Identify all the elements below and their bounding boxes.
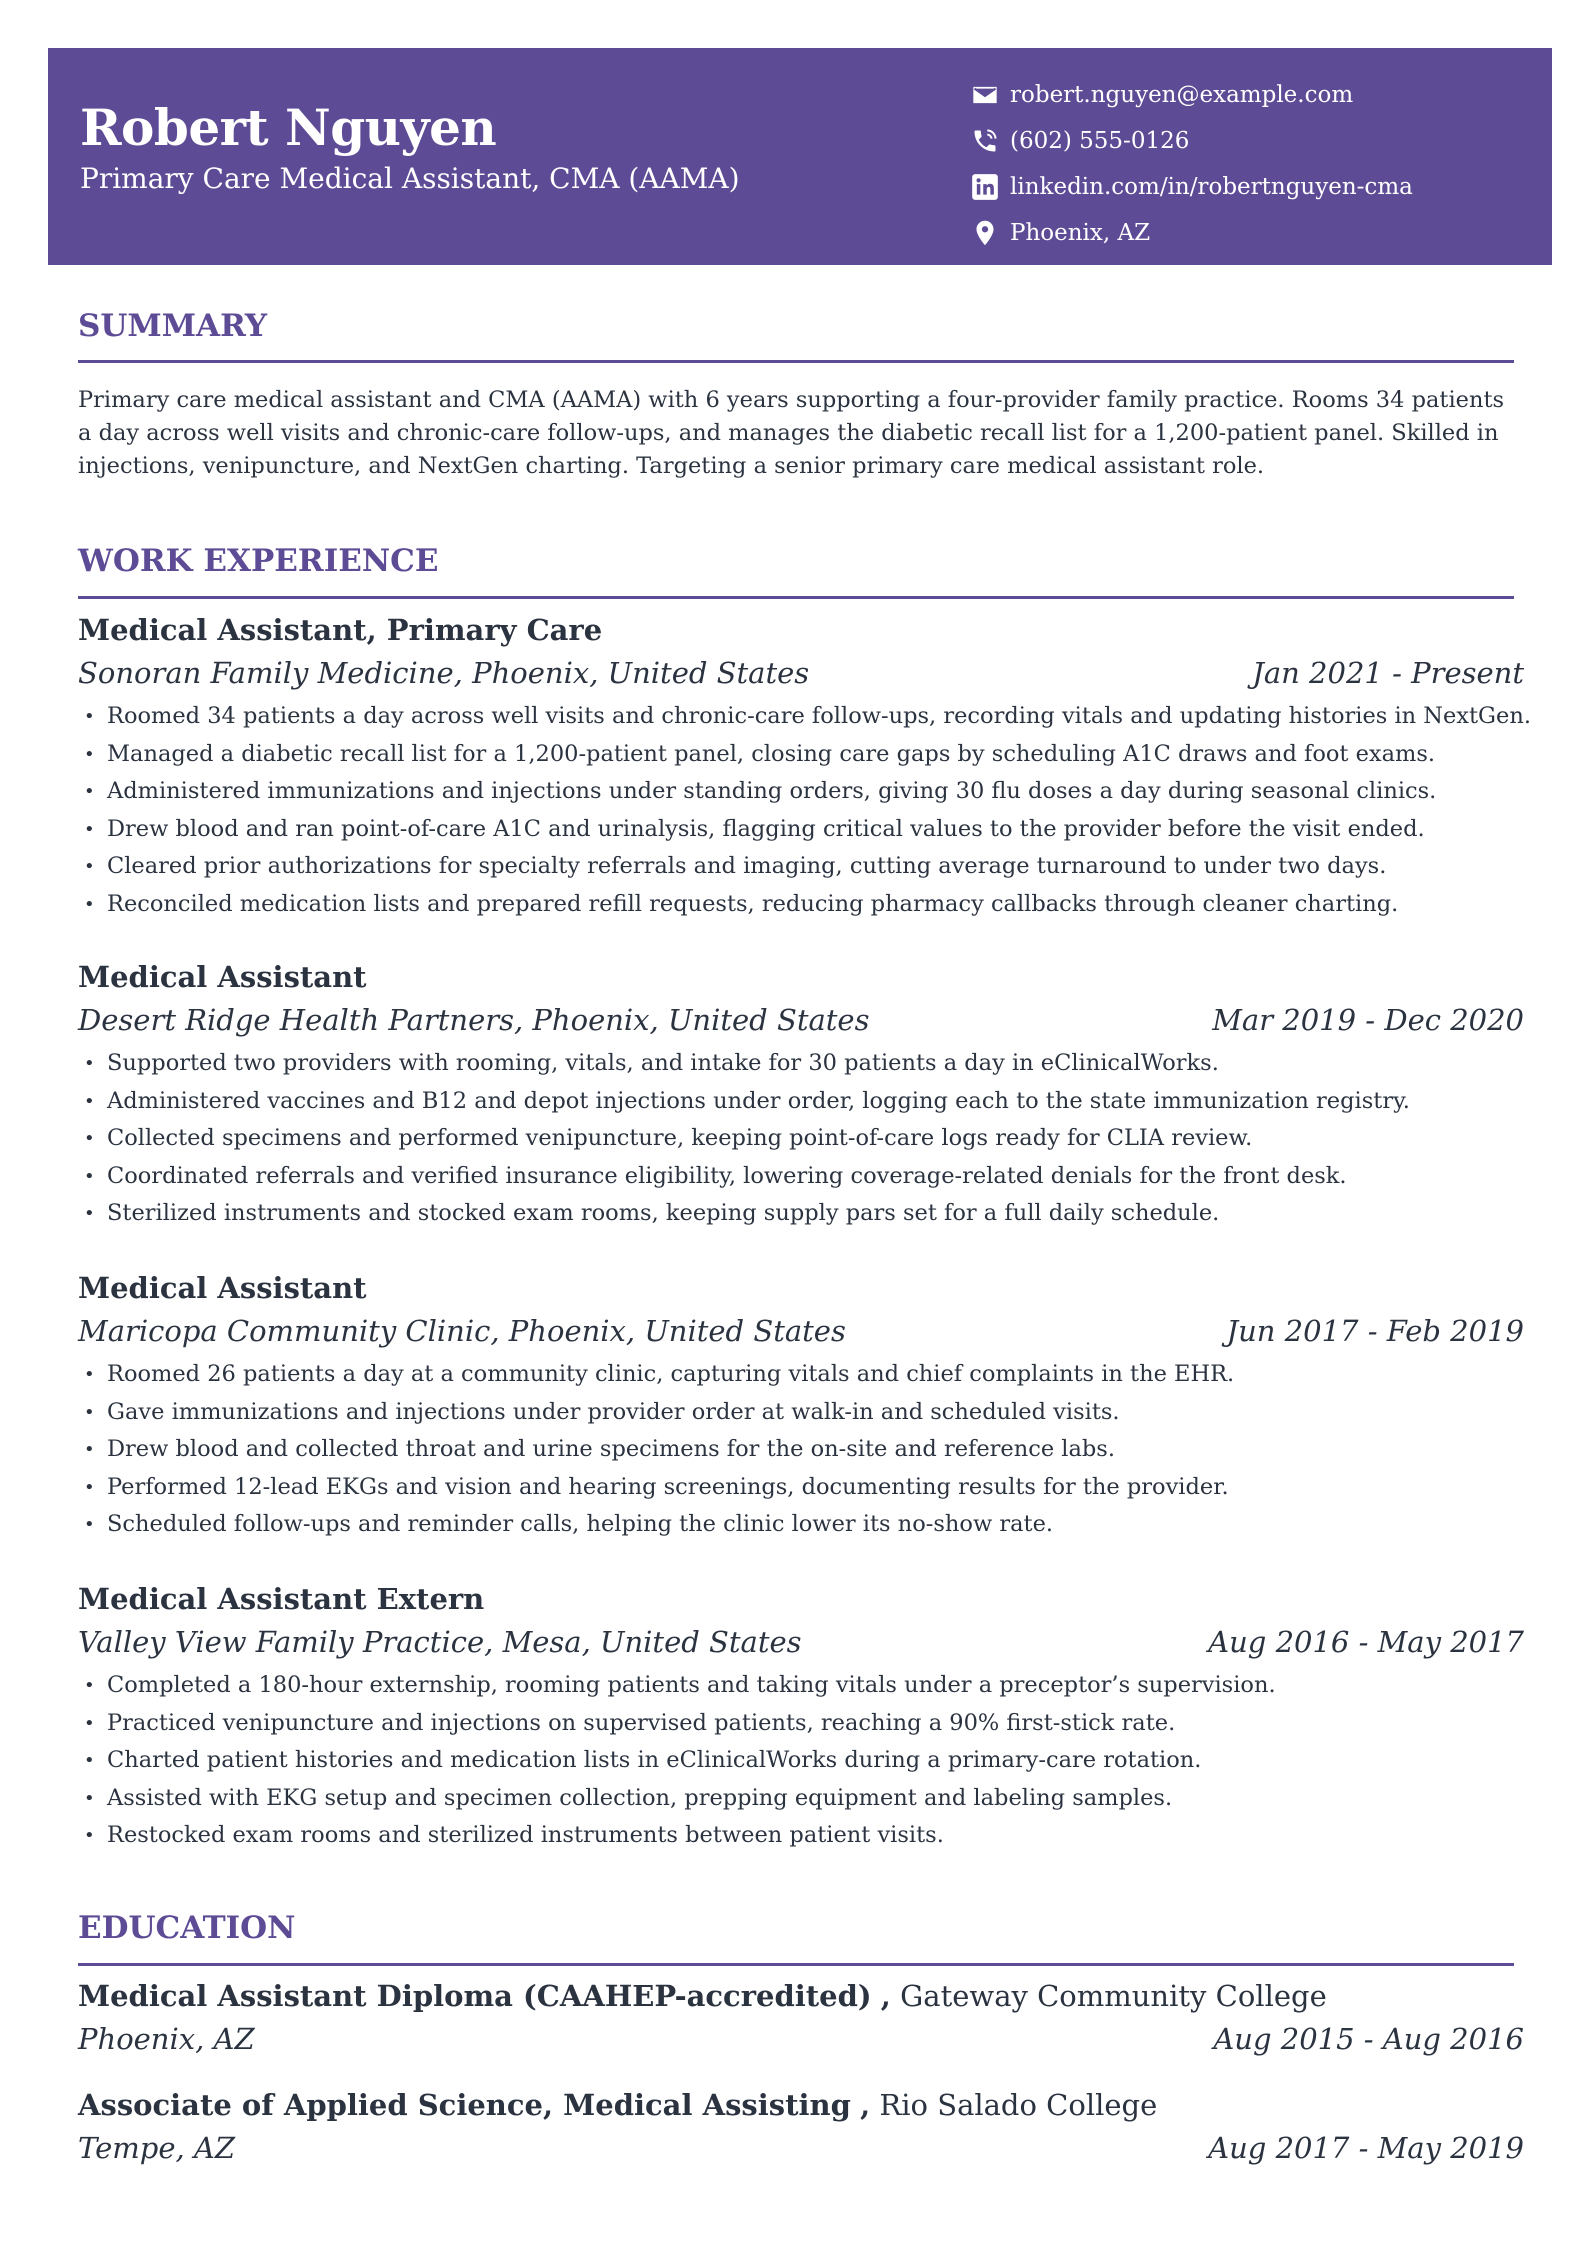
- summary-text: Primary care medical assistant and CMA (AAMA) with 6 years supporting a four-provider family practice. Rooms 34 patients a day across well visits and chronic-care follow-ups, and manages the diabetic recall list for a 1,200-patient panel. Skilled in injections, venipuncture, and NextGen charting. Targeting a senior primary care medical assistant role.: [78, 387, 1505, 479]
- job-bullet: • Charted patient histories and medication lists in eClinicalWorks during a primary-care rotation.: [78, 1742, 1524, 1780]
- summary-divider: [78, 360, 1514, 363]
- education-degree: Associate of Applied Science, Medical Assisting: [78, 2088, 851, 2122]
- contact-linkedin-text: linkedin.com/in/robertnguyen-cma: [1010, 174, 1413, 200]
- job-bullet: • Completed a 180-hour externship, rooming patients and taking vitals under a preceptor’s supervision.: [78, 1667, 1524, 1705]
- job-bullet: • Supported two providers with rooming, vitals, and intake for 30 patients a day in eClinicalWorks.: [78, 1045, 1524, 1083]
- job-bullet: • Performed 12-lead EKGs and vision and hearing screenings, documenting results for the provider.: [78, 1469, 1524, 1507]
- phone-icon: [970, 126, 1000, 156]
- contact-linkedin[interactable]: [970, 164, 1413, 210]
- job-dates: Jun 2017 - Feb 2019: [1226, 1314, 1524, 1348]
- job-organization: Maricopa Community Clinic, Phoenix, United States: [78, 1314, 846, 1348]
- job-org-row: [78, 1621, 1524, 1663]
- education-location: Tempe, AZ: [78, 2131, 236, 2165]
- job-entry: [78, 608, 1531, 923]
- job-bullet: • Managed a diabetic recall list for a 1,200-patient panel, closing care gaps by scheduling A1C draws and foot exams.: [78, 736, 1524, 774]
- job-bullet: • Coordinated referrals and verified insurance eligibility, lowering coverage-related denials for the front desk.: [78, 1158, 1524, 1196]
- summary-heading: SUMMARY: [78, 308, 268, 344]
- job-entry: [78, 1577, 1524, 1855]
- job-bullet: • Assisted with EKG setup and specimen collection, prepping equipment and labeling samples.: [78, 1780, 1524, 1818]
- job-bullet: • Administered vaccines and B12 and depot injections under order, logging each to the state immunization registry.: [78, 1083, 1524, 1121]
- contact-email-text: robert.nguyen@example.com: [1010, 82, 1354, 108]
- job-entry: [78, 1266, 1524, 1544]
- education-divider: [78, 1963, 1514, 1966]
- job-bullet: • Administered immunizations and injections under standing orders, giving 30 flu doses a day during seasonal clinics.: [78, 773, 1524, 811]
- location-pin-icon: [970, 218, 1000, 248]
- education-degree-row: [78, 2083, 1524, 2127]
- job-dates: Mar 2019 - Dec 2020: [1212, 1003, 1524, 1037]
- linkedin-icon: [970, 172, 1000, 202]
- job-title: Medical Assistant: [78, 960, 367, 994]
- job-bullet: • Drew blood and ran point-of-care A1C and urinalysis, flagging critical values to the provider before the visit ended.: [78, 811, 1524, 849]
- job-bullet: • Cleared prior authorizations for specialty referrals and imaging, cutting average turnaround to under two days.: [78, 848, 1524, 886]
- job-bullet: • Scheduled follow-ups and reminder calls, helping the clinic lower its no-show rate.: [78, 1506, 1524, 1544]
- contact-list: [970, 72, 1413, 256]
- candidate-name: Robert Nguyen: [80, 98, 497, 157]
- job-bullet: • Reconciled medication lists and prepared refill requests, reducing pharmacy callbacks through cleaner charting.: [78, 886, 1524, 924]
- job-title: Medical Assistant, Primary Care: [78, 613, 603, 647]
- education-dates: Aug 2017 - May 2019: [1208, 2131, 1524, 2165]
- job-bullet: • Roomed 34 patients a day across well visits and chronic-care follow-ups, recording vitals and updating histories in NextGen.: [78, 698, 1524, 736]
- job-bullet: • Roomed 26 patients a day at a community clinic, capturing vitals and chief complaints in the EHR.: [78, 1356, 1524, 1394]
- work-experience-divider: [78, 596, 1514, 599]
- job-bullet: • Practiced venipuncture and injections on supervised patients, reaching a 90% first-stick rate.: [78, 1705, 1524, 1743]
- job-dates: Jan 2021 - Present: [1252, 656, 1524, 690]
- job-bullet: • Restocked exam rooms and sterilized instruments between patient visits.: [78, 1817, 1524, 1855]
- job-title: Medical Assistant Extern: [78, 1582, 485, 1616]
- contact-location-text: Phoenix, AZ: [1010, 220, 1151, 246]
- education-dates: Aug 2015 - Aug 2016: [1213, 2022, 1524, 2056]
- job-bullets: [78, 1045, 1524, 1233]
- education-heading: EDUCATION: [78, 1910, 296, 1946]
- education-location-row: [78, 2127, 1524, 2169]
- job-bullet: • Gave immunizations and injections under provider order at walk-in and scheduled visits.: [78, 1394, 1524, 1432]
- job-organization: Desert Ridge Health Partners, Phoenix, United States: [78, 1003, 870, 1037]
- education-location-row: [78, 2018, 1524, 2060]
- candidate-headline: Primary Care Medical Assistant, CMA (AAMA): [80, 162, 740, 195]
- job-org-row: [78, 652, 1524, 694]
- job-dates: Aug 2016 - May 2017: [1208, 1625, 1524, 1659]
- job-entry: [78, 955, 1524, 1233]
- job-org-row: [78, 1310, 1524, 1352]
- job-bullet: • Sterilized instruments and stocked exam rooms, keeping supply pars set for a full daily schedule.: [78, 1195, 1524, 1233]
- job-bullets: [78, 1356, 1524, 1544]
- job-bullet: • Collected specimens and performed venipuncture, keeping point-of-care logs ready for CLIA review.: [78, 1120, 1524, 1158]
- education-school: Gateway Community College: [900, 1979, 1327, 2013]
- job-bullet: • Drew blood and collected throat and urine specimens for the on-site and reference labs.: [78, 1431, 1524, 1469]
- education-entry: [78, 2083, 1524, 2169]
- job-title: Medical Assistant: [78, 1271, 367, 1305]
- education-school: Rio Salado College: [879, 2088, 1158, 2122]
- contact-location: [970, 210, 1413, 256]
- education-entry: [78, 1974, 1524, 2060]
- work-experience-heading: WORK EXPERIENCE: [78, 543, 439, 579]
- resume-header: [48, 48, 1552, 265]
- job-organization: Valley View Family Practice, Mesa, United States: [78, 1625, 802, 1659]
- job-organization: Sonoran Family Medicine, Phoenix, United States: [78, 656, 810, 690]
- contact-phone[interactable]: [970, 118, 1413, 164]
- job-bullets: [78, 1667, 1524, 1855]
- education-separator: ,: [880, 1979, 891, 2013]
- contact-phone-text: (602) 555-0126: [1010, 128, 1190, 154]
- job-bullets: [78, 698, 1531, 923]
- education-separator: ,: [860, 2088, 871, 2122]
- education-degree-row: [78, 1974, 1524, 2018]
- contact-email[interactable]: [970, 72, 1413, 118]
- education-degree: Medical Assistant Diploma (CAAHEP-accredited): [78, 1979, 872, 2013]
- envelope-icon: [970, 80, 1000, 110]
- job-org-row: [78, 999, 1524, 1041]
- education-location: Phoenix, AZ: [78, 2022, 255, 2056]
